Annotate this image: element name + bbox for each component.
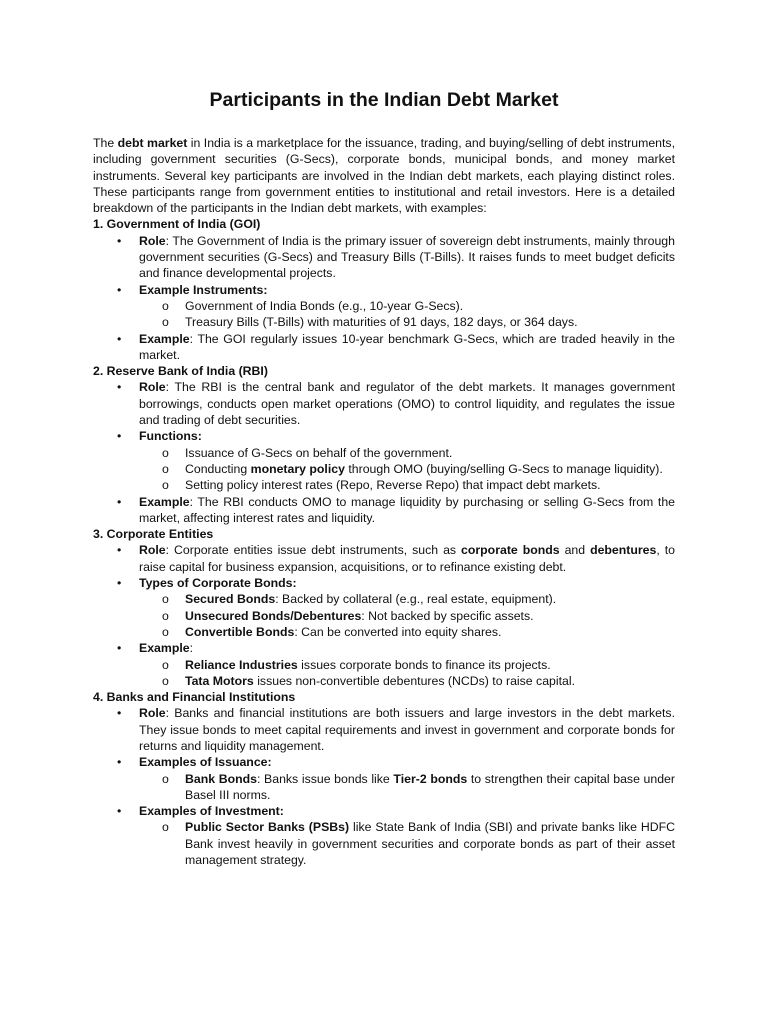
bullet-icon: • bbox=[117, 576, 122, 591]
goi-list bbox=[93, 233, 675, 363]
list-item: • Role: The RBI is the central bank and regulator of the debt markets. It manages government borrowings, conducts open market operations (OMO) to control liquidity, and regulates the issue and trading of debt securities. bbox=[117, 380, 675, 428]
section-heading-goi: 1. Government of India (GOI) bbox=[93, 217, 261, 232]
list-item: • Examples of Investment: o Public Sector Banks (PSBs) like State Bank of India (SBI) and private banks like HDFC Bank invest heavily in government securities and corporate bonds as part of their asset management strategy. bbox=[117, 804, 675, 868]
sub-bullet-icon: o bbox=[162, 673, 169, 688]
sub-bullet-icon: o bbox=[162, 461, 169, 476]
sub-bullet-icon: o bbox=[162, 592, 169, 607]
goi-instruments-list bbox=[139, 298, 675, 331]
sub-bullet-icon: o bbox=[162, 771, 169, 786]
list-item: • Role: Banks and financial institutions are both issuers and large investors in the debt markets. They issue bonds to meet capital requirements and invest in government and corporate bonds for returns and liquidity management. bbox=[117, 706, 675, 753]
bullet-icon: • bbox=[117, 380, 122, 395]
sub-bullet-icon: o bbox=[162, 445, 169, 460]
list-item: o Reliance Industries issues corporate bonds to finance its projects. bbox=[162, 657, 551, 672]
list-item: o Issuance of G-Secs on behalf of the government. bbox=[162, 445, 453, 460]
sub-bullet-icon: o bbox=[162, 624, 169, 639]
list-item: o Setting policy interest rates (Repo, Reverse Repo) that impact debt markets. bbox=[162, 478, 601, 493]
bullet-icon: • bbox=[117, 706, 122, 721]
banks-investment-list bbox=[139, 819, 675, 868]
list-item: • Example: The RBI conducts OMO to manage liquidity by purchasing or selling G-Secs from the market, affecting interest rates and liquidity. bbox=[117, 494, 675, 525]
list-item: • Types of Corporate Bonds: o Secured Bonds: Backed by collateral (e.g., real estate, equipment). o Unsecured Bonds/Debentures: Not backed by specific assets. o Convertible Bonds: Can be converted into equity shares. bbox=[93, 575, 675, 640]
intro-paragraph: The debt market in India is a marketplace for the issuance, trading, and buying/selling of debt instruments, including government securities (G-Secs), corporate bonds, municipal bonds, and money market instruments. Several key participants are involved in the Indian debt markets, each playing distinct roles. These participants range from government entities to institutional and retail investors. Here is a detailed breakdown of the participants in the Indian debt markets, with examples: bbox=[93, 136, 675, 216]
list-item: • Example Instruments: o Government of India Bonds (e.g., 10-year G-Secs). o Treasury Bills (T-Bills) with maturities of 91 days, 182 days, or 364 days. bbox=[93, 282, 675, 331]
sub-bullet-icon: o bbox=[162, 315, 169, 330]
corporate-bond-types-list bbox=[139, 591, 675, 640]
list-item: o Convertible Bonds: Can be converted into equity shares. bbox=[162, 624, 502, 639]
sub-bullet-icon: o bbox=[162, 820, 169, 835]
sub-bullet-icon: o bbox=[162, 608, 169, 623]
bullet-icon: • bbox=[117, 543, 122, 558]
bullet-icon: • bbox=[117, 282, 122, 297]
list-item: o Government of India Bonds (e.g., 10-year G-Secs). bbox=[162, 298, 464, 313]
banks-issuance-list bbox=[139, 771, 675, 804]
bullet-icon: • bbox=[117, 429, 122, 444]
bullet-icon: • bbox=[117, 755, 122, 770]
list-item: • Example: o Reliance Industries issues corporate bonds to finance its projects. o Tata Motors issues non-convertible debentures (NCDs) to raise capital. bbox=[93, 640, 675, 689]
bullet-icon: • bbox=[117, 641, 122, 656]
rbi-list bbox=[93, 379, 675, 526]
list-item: • Role: The Government of India is the primary issuer of sovereign debt instruments, mainly through government securities (G-Secs) and Treasury Bills (T-Bills). It raises funds to meet budget deficits and finance developmental projects. bbox=[117, 233, 675, 281]
section-heading-corporate: 3. Corporate Entities bbox=[93, 527, 214, 542]
corporate-examples-list bbox=[139, 657, 675, 690]
list-item: o Public Sector Banks (PSBs) like State Bank of India (SBI) and private banks like HDFC Bank invest heavily in government securities and corporate bonds as part of their asset management strategy. bbox=[162, 820, 675, 868]
sub-bullet-icon: o bbox=[162, 298, 169, 313]
list-item: • Functions: o Issuance of G-Secs on behalf of the government. o Conducting monetary policy through OMO (buying/selling G-Secs to manage liquidity). o Setting policy interest rates (Repo, Reverse Repo) that impact debt markets. bbox=[93, 428, 675, 493]
list-item: • Example: The GOI regularly issues 10-year benchmark G-Secs, which are traded heavily in the market. bbox=[117, 331, 675, 362]
section-heading-banks: 4. Banks and Financial Institutions bbox=[93, 690, 296, 705]
list-item: o Unsecured Bonds/Debentures: Not backed by specific assets. bbox=[162, 608, 534, 623]
list-item: o Tata Motors issues non-convertible debentures (NCDs) to raise capital. bbox=[162, 673, 576, 688]
list-item: • Examples of Issuance: o Bank Bonds: Banks issue bonds like Tier-2 bonds to strengthen their capital base under Basel III norms. bbox=[117, 755, 675, 802]
bullet-icon: • bbox=[117, 494, 122, 509]
bullet-icon: • bbox=[117, 233, 122, 248]
list-item: • Role: Corporate entities issue debt instruments, such as corporate bonds and debentures, to raise capital for business expansion, acquisitions, or to refinance existing debt. bbox=[117, 543, 675, 574]
section-heading-rbi: 2. Reserve Bank of India (RBI) bbox=[93, 364, 268, 379]
bullet-icon: • bbox=[117, 804, 122, 819]
list-item: o Secured Bonds: Backed by collateral (e.g., real estate, equipment). bbox=[162, 592, 557, 607]
banks-list bbox=[93, 705, 675, 868]
bullet-icon: • bbox=[117, 331, 122, 346]
list-item: o Bank Bonds: Banks issue bonds like Tier-2 bonds to strengthen their capital base under Basel III norms. bbox=[162, 771, 675, 802]
list-item: o Treasury Bills (T-Bills) with maturities of 91 days, 182 days, or 364 days. bbox=[162, 315, 578, 330]
rbi-functions-list bbox=[139, 445, 675, 494]
sub-bullet-icon: o bbox=[162, 478, 169, 493]
page-title: Participants in the Indian Debt Market bbox=[209, 89, 559, 111]
sub-bullet-icon: o bbox=[162, 657, 169, 672]
corporate-list bbox=[93, 542, 675, 689]
list-item: o Conducting monetary policy through OMO (buying/selling G-Secs to manage liquidity). bbox=[162, 461, 663, 476]
